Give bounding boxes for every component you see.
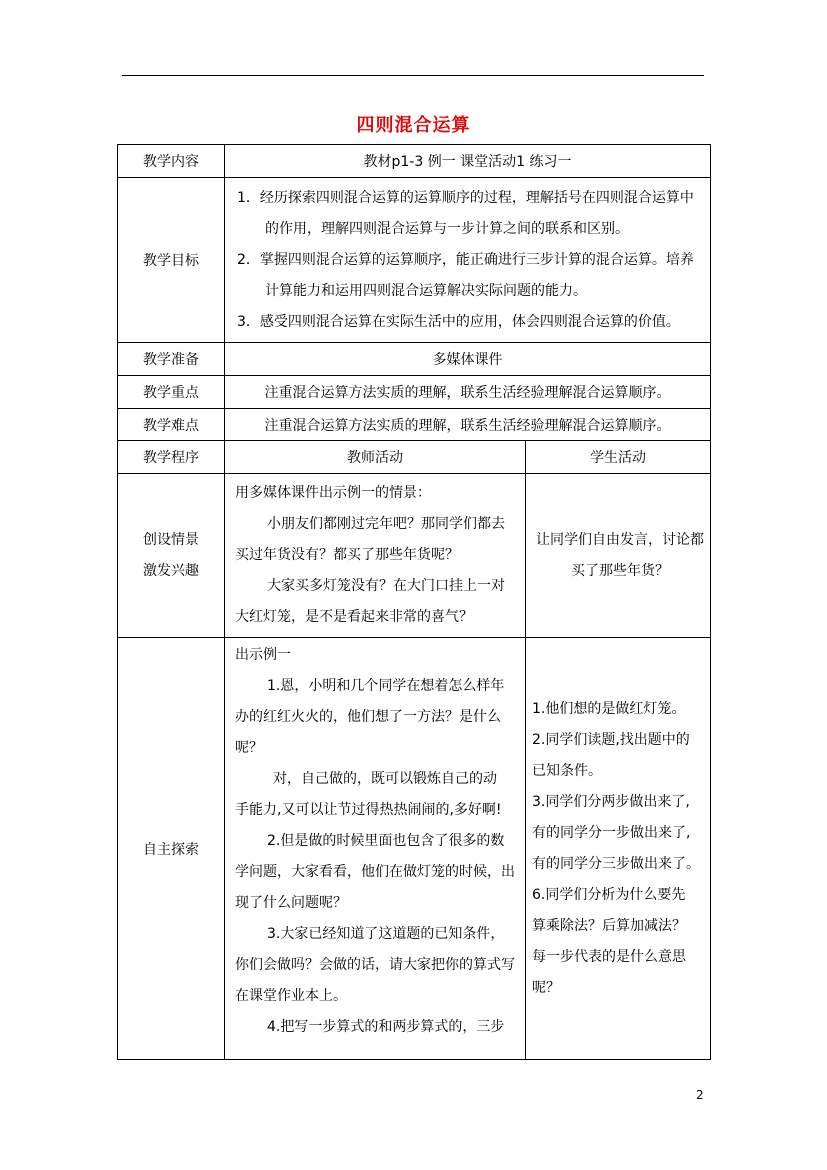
value-difficulty: 注重混合运算方法实质的理解，联系生活经验理解混合运算顺序。 — [225, 409, 711, 441]
situation-teacher: 用多媒体课件出示例一的情景： 小朋友们都刚过完年吧？那同学们都去 买过年货没有？都买了那些年货呢？ 大家买多灯笼没有？在大门口挂上一对 大红灯笼，是不是看起来非常的喜气？ — [225, 474, 526, 638]
goal-item-1-cont: 的作用，理解四则混合运算与一步计算之间的联系和区别。 — [265, 220, 629, 237]
label-content: 教学内容 — [118, 145, 225, 178]
row-content — [118, 145, 711, 178]
row-difficulty — [118, 409, 711, 441]
label-key: 教学重点 — [118, 376, 225, 409]
explore-teacher: 出示例一 1.恩，小明和几个同学在想着怎么样年 办的红红火火的，他们想了一方法？是什么 呢？ 对，自己做的，既可以锻炼自己的动 手能力,又可以让节过得热热闹闹的,多好啊! 2.但是做的时候里面也包含了很多的数 学问题，大家看看，他们在做灯笼的时候，出 现了什么问题呢？ 3.大家已经知道了这道题的已知条件， 你们会做吗？会做的话，请大家把你的算式写 在课堂作业本上。 4.把写一步算式的和两步算式的，三步 — [225, 638, 526, 1060]
label-procedure: 教学程序 — [118, 441, 225, 474]
value-key: 注重混合运算方法实质的理解，联系生活经验理解混合运算顺序。 — [225, 376, 711, 409]
header-teacher: 教师活动 — [225, 441, 526, 474]
label-difficulty: 教学难点 — [118, 409, 225, 441]
goal-item-2: 2．掌握四则混合运算的运算顺序，能正确进行三步计算的混合运算。培养 — [237, 251, 694, 268]
row-goals — [118, 178, 711, 343]
page-title: 四则混合运算 — [356, 115, 471, 136]
label-goals: 教学目标 — [118, 178, 225, 343]
lesson-plan-table — [117, 144, 711, 1060]
situation-student: 让同学们自由发言，讨论都 买了那些年货？ — [526, 474, 711, 638]
value-prep: 多媒体课件 — [225, 343, 711, 376]
row-prep — [118, 343, 711, 376]
goal-item-3: 3．感受四则混合运算在实际生活中的应用，体会四则混合运算的价值。 — [237, 313, 680, 330]
row-explore — [118, 638, 711, 1060]
page-number: 2 — [696, 1088, 704, 1102]
header-rule — [122, 75, 704, 76]
label-explore: 自主探索 — [118, 638, 225, 1060]
header-student: 学生活动 — [526, 441, 711, 474]
value-content: 教材p1-3 例一 课堂活动1 练习一 — [225, 145, 711, 178]
explore-student: 1.他们想的是做红灯笼。 2.同学们读题,找出题中的 已知条件。 3.同学们分两步做出来了, 有的同学分一步做出来了, 有的同学分三步做出来了。 6.同学们分析为什么要先 算乘除法？后算加减法？ 每一步代表的是什么意思 呢？ — [526, 638, 711, 1060]
label-situation: 创设情景 激发兴趣 — [118, 474, 225, 638]
goal-item-2-cont: 计算能力和运用四则混合运算解决实际问题的能力。 — [265, 282, 587, 299]
value-goals — [225, 178, 711, 343]
row-key — [118, 376, 711, 409]
row-procedure — [118, 441, 711, 474]
label-prep: 教学准备 — [118, 343, 225, 376]
row-situation — [118, 474, 711, 638]
goal-item-1: 1．经历探索四则混合运算的运算顺序的过程，理解括号在四则混合运算中 — [237, 189, 694, 206]
